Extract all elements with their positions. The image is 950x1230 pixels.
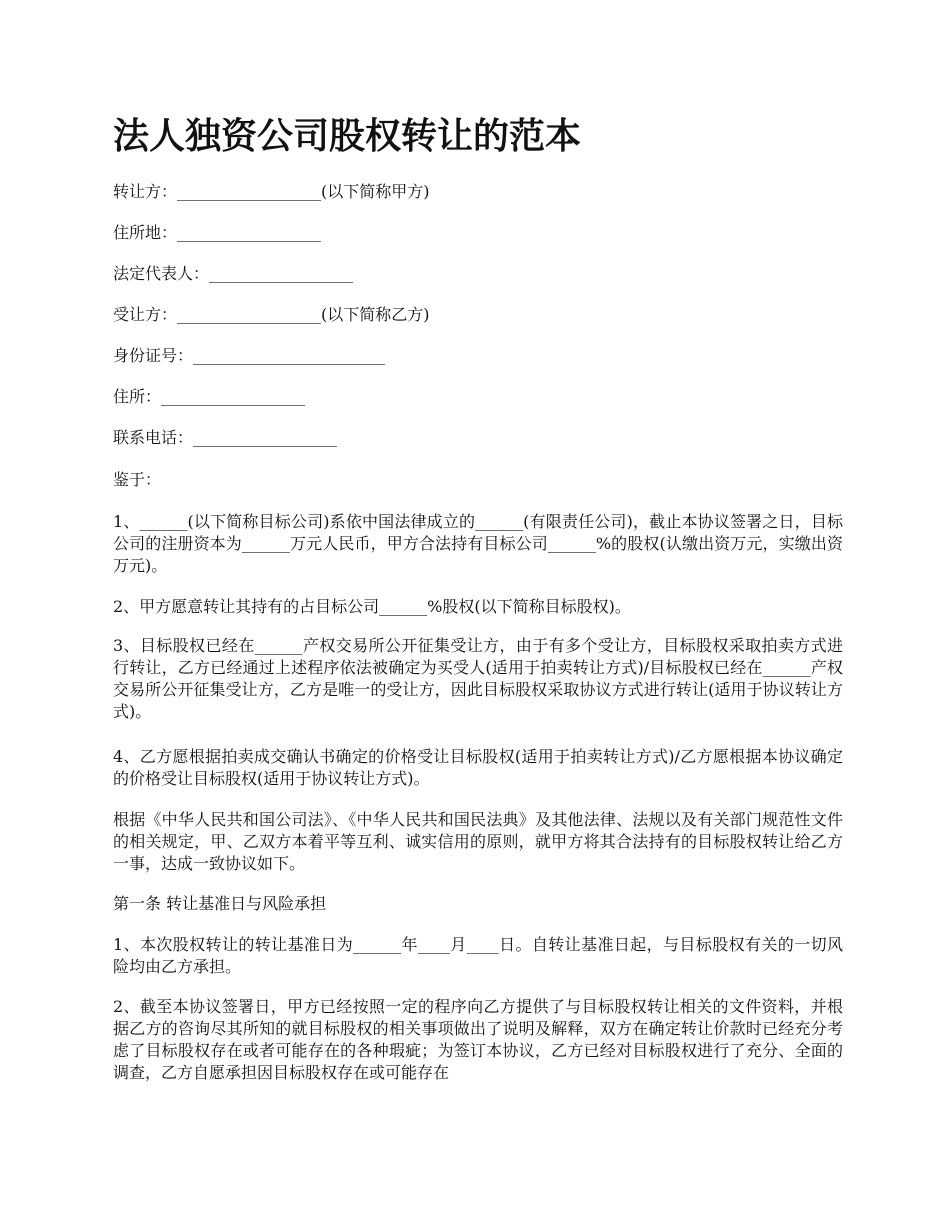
preamble-paragraph: 根据《中华人民共和国公司法》、《中华人民共和国民法典》及其他法律、法规以及有关部门规范性文件的相关规定，甲、乙双方本着平等互利、诚实信用的原则，就甲方将其合法持有的目标股权转让给乙方一事，达成一致协议如下。 xyxy=(113,810,843,873)
whereas-clause-3: 3、目标股权已经在______产权交易所公开征集受让方，由于有多个受让方，目标股权采取拍卖方式进行转让，乙方已经通过上述程序依法被确定为买受人(适用于拍卖转让方式)/目标股权已经在______产权交易所公开征集受让方，乙方是唯一的受让方，因此目标股权采取协议方式进行转让(适用于协议转让方式)。 xyxy=(113,636,843,721)
whereas-clause-4: 4、乙方愿根据拍卖成交确认书确定的价格受让目标股权(适用于拍卖转让方式)/乙方愿根据本协议确定的价格受让目标股权(适用于协议转让方式)。 xyxy=(113,747,843,788)
transferee-field: 受让方：__________________(以下简称乙方) xyxy=(113,305,430,324)
legal-representative-field: 法定代表人：__________________ xyxy=(113,264,354,283)
article-1-heading: 第一条 转让基准日与风险承担 xyxy=(113,894,327,913)
transferor-address-field: 住所地：__________________ xyxy=(113,223,322,242)
id-number-field: 身份证号：________________________ xyxy=(113,346,386,365)
whereas-heading: 鉴于： xyxy=(113,470,162,489)
article-1-clause-2: 2、截至本协议签署日，甲方已经按照一定的程序向乙方提供了与目标股权转让相关的文件资料，并根据乙方的咨询尽其所知的就目标股权的相关事项做出了说明及解释，双方在确定转让价款时已经充分考虑了目标股权存在或者可能存在的各种瑕疵；为签订本协议，乙方已经对目标股权进行了充分、全面的调查，乙方自愿承担因目标股权存在或可能存在 xyxy=(113,997,843,1082)
whereas-clause-2: 2、甲方愿意转让其持有的占目标公司______%股权(以下简称目标股权)。 xyxy=(113,597,631,616)
document-title: 法人独资公司股权转让的范本 xyxy=(113,115,582,157)
transferor-field: 转让方：__________________(以下简称甲方) xyxy=(113,182,430,201)
article-1-clause-1: 1、本次股权转让的转让基准日为______年____月____日。自转让基准日起，与目标股权有关的一切风险均由乙方承担。 xyxy=(113,935,843,976)
phone-field: 联系电话：__________________ xyxy=(113,428,338,447)
whereas-clause-1: 1、______(以下简称目标公司)系依中国法律成立的______(有限责任公司)，截止本协议签署之日，目标公司的注册资本为______万元人民币，甲方合法持有目标公司______%的股权(认缴出资万元，实缴出资万元)。 xyxy=(113,512,843,575)
transferee-address-field: 住所：__________________ xyxy=(113,387,306,406)
